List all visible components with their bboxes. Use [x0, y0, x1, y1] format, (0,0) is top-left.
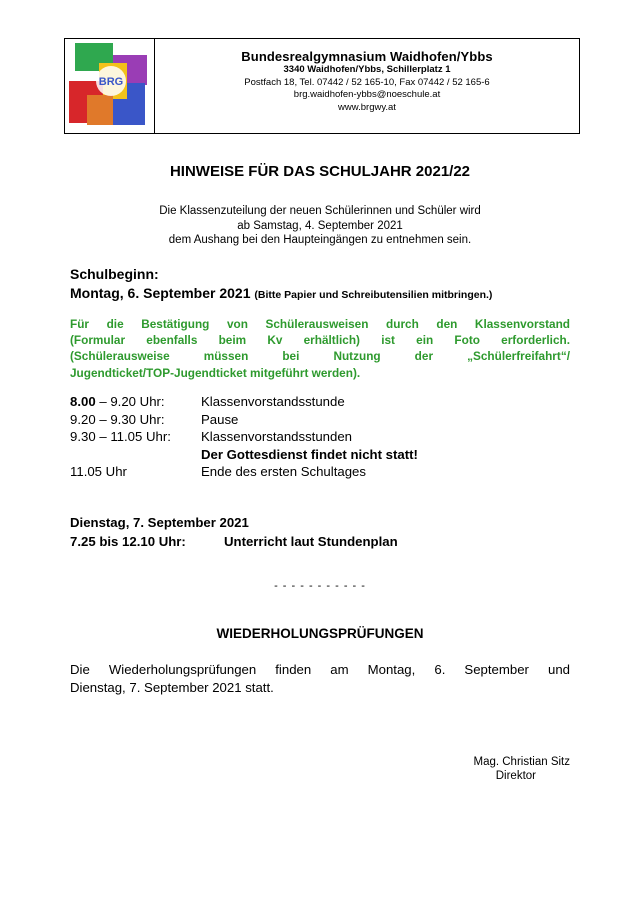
schedule-activity: Ende des ersten Schultages — [201, 464, 366, 479]
day2-date: Dienstag, 7. September 2021 — [70, 515, 249, 530]
schedule-time: 9.20 – 9.30 Uhr: — [70, 411, 165, 427]
school-email[interactable]: brg.waidhofen-ybbs@noeschule.at — [293, 89, 441, 100]
notice-line: (Formular ebenfalls beim Kv erhältlich) ist ein Foto erforderlich. — [70, 333, 570, 348]
wiederholung-paragraph — [70, 661, 570, 697]
school-address: 3340 Waidhofen/Ybbs, Schillerplatz 1 — [283, 64, 451, 75]
day2-activity: Unterricht laut Stundenplan — [224, 534, 398, 549]
intro-paragraph — [0, 204, 640, 248]
school-info — [155, 49, 579, 114]
schulbeginn-label: Schulbeginn: — [70, 266, 159, 282]
paragraph-line: Die Wiederholungsprüfungen finden am Montag, 6. September und — [70, 662, 570, 677]
schulbeginn-date: Montag, 6. September 2021 — [70, 285, 251, 301]
school-website[interactable]: www.brgwy.at — [338, 101, 396, 113]
notice-line: Für die Bestätigung von Schülerausweisen durch den Klassenvorstand — [70, 317, 570, 331]
page-title: HINWEISE FÜR DAS SCHULJAHR 2021/22 — [169, 163, 471, 180]
svg-text:BRG: BRG — [98, 76, 124, 88]
logo-cell — [65, 39, 155, 133]
intro-line: ab Samstag, 4. September 2021 — [237, 219, 403, 232]
signature-block — [473, 755, 570, 783]
schedule-activity-notice: Der Gottesdienst findet nicht statt! — [201, 446, 418, 462]
section-divider: - - - - - - - - - - - — [274, 580, 366, 592]
school-contact: Postfach 18, Tel. 07442 / 52 165-10, Fax 07442 / 52 165-6 — [244, 76, 490, 88]
school-name: Bundesrealgymnasium Waidhofen/Ybbs — [241, 49, 493, 64]
intro-line: Die Klassenzuteilung der neuen Schülerinnen und Schüler wird — [159, 205, 481, 217]
section-heading: WIEDERHOLUNGSPRÜFUNGEN — [216, 626, 424, 641]
schedule-activity: Klassenvorstandsstunde — [201, 394, 345, 409]
school-logo — [69, 43, 151, 129]
schedule-time: 8.00 – 9.20 Uhr: — [70, 394, 165, 409]
paragraph-line: Dienstag, 7. September 2021 statt. — [70, 680, 274, 695]
signature-name: Mag. Christian Sitz — [473, 756, 570, 768]
schulbeginn-note: (Bitte Papier und Schreibutensilien mitbringen.) — [254, 289, 493, 301]
notice-line: (Schülerausweise müssen bei Nutzung der „Schülerfreifahrt“/ — [70, 349, 570, 364]
schedule-activity: Klassenvorstandsstunden — [201, 429, 353, 444]
schulbeginn-date-line — [70, 285, 492, 301]
schedule-time: 11.05 Uhr — [70, 464, 127, 479]
letterhead — [64, 38, 580, 134]
schedule-activity: Pause — [201, 411, 239, 427]
day2-time: 7.25 bis 12.10 Uhr: — [70, 534, 186, 549]
notice-line: Jugendticket/TOP-Jugendticket mitgeführt werden). — [70, 365, 361, 380]
intro-line: dem Aushang bei den Haupteingängen zu entnehmen sein. — [168, 234, 472, 246]
signature-role: Direktor — [495, 770, 536, 782]
schedule-time: 9.30 – 11.05 Uhr: — [70, 429, 171, 444]
student-id-notice — [70, 316, 570, 381]
